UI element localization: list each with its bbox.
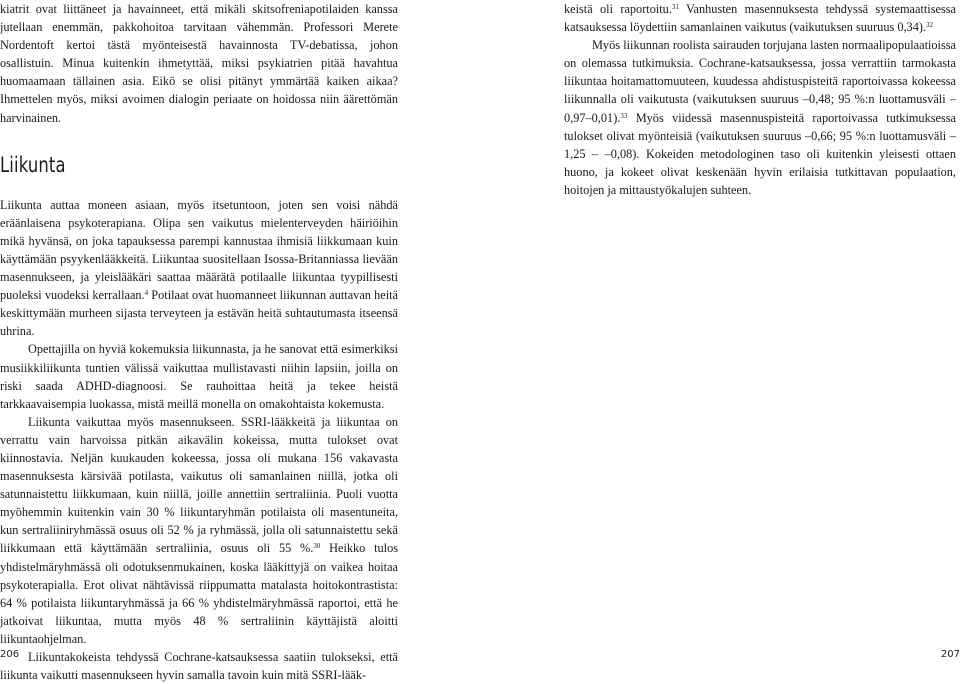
- footnote-ref: 33: [620, 111, 628, 120]
- footnote-ref: 30: [313, 542, 321, 551]
- body-paragraph-1: [0, 196, 398, 341]
- footnote-ref: 31: [671, 3, 679, 11]
- footnote-ref: 32: [926, 21, 934, 30]
- body-paragraph-3: [0, 413, 398, 648]
- section-heading: Liikunta: [0, 152, 66, 177]
- paragraph-text: Myös viidessä masennuspisteitä raportoivassa tutkimuksessa tulokset olivat myönteisiä (vaikutuksen suuruus –0,66; 95 %:n luottamusväli –1,25 – –0,08). Kokeiden metodologinen taso oli kuitenkin yleisesti ottaen huono, ja kokeet olivat keskenään hyvin erilaisia tutkittavan populaation, hoitojen ja mittaustyökalujen suhteen.: [564, 110, 956, 197]
- paragraph-text: Potilaat ovat huomanneet liikunnan auttavan heitä keskittymään murheen sijasta terveyteen ja estävän heitä suhtautumasta itseensä uhrina.: [0, 288, 398, 339]
- left-page-column: [0, 0, 398, 684]
- body-paragraph-2: [564, 36, 956, 199]
- page-number-right: 207: [940, 649, 960, 660]
- paragraph-text: Myös liikunnan roolista sairauden torjujana lasten normaalipopulaatioissa on olemassa tutkimuksia. Cochrane-katsauksessa, jossa verrattiin tarmokasta liikuntaa hoitamattomuuteen, kuudessa ahdistuspisteitä raportoivassa kokeessa liikunnalla oli vaikutusta (vaikutuksen suuruus –0,48; 95 %:n luottamusväli –0,97–0,01).: [564, 38, 956, 125]
- page-number-left: 206: [0, 649, 20, 660]
- paragraph-text: Liikunta vaikuttaa myös masennukseen. SSRI-lääkkeitä ja liikuntaa on verrattu vain harvoissa pitkän aikavälin kokeissa, mutta tulokset ovat kiinnostavia. Neljän kuukauden kokeessa, jossa oli mukana 156 vakavasta masennuksesta kärsivää potilasta, vaikutus oli samanlainen niillä, jotka oli satunnaistettu liikkumaan, kuin niillä, joille annettiin sertraliinia. Puoli vuotta myöhemmin kuitenkin vain 30 % liikuntaryhmän potilaista oli masentuneita, kun sertraliiniryhmässä osuus oli 52 % ja ryhmässä, jolla oli satunnaistettu sekä liikkumaan että käyttämään sertraliinia, osuus oli 55 %.: [0, 414, 398, 556]
- paragraph-text: Vanhusten masennuksesta tehdyssä systemaattisessa katsauksessa löydettiin samanlainen vaikutus (vaikutuksen suuruus 0,34).: [564, 2, 956, 35]
- body-paragraph-4: Liikuntakokeista tehdyssä Cochrane-katsauksessa saatiin tulokseksi, että liikunta vaikutti masennukseen hyvin samalla tavoin kuin mitä SSRI-lääk-: [0, 650, 398, 683]
- right-page-column: [564, 0, 956, 199]
- paragraph-text: keistä oli raportoitu.: [564, 2, 672, 16]
- paragraph-text: Heikko tulos yhdistelmäryhmässä oli odotuksenmukainen, koska lääkittyjä on vaikea hoitaa psykoterapialla. Erot olivat nähtävissä riippumatta matalasta hoitokontrastista: 64 % potilaista liikuntaryhmässä ja 66 % yhdistelmäryhmässä raportoi, että he jatkoivat liikuntaa, mutta myös 48 % sertraliinin käyttäjistä aloitti liikuntaohjelman.: [0, 541, 398, 646]
- footnote-ref: 4: [144, 289, 149, 298]
- body-paragraph-1: [564, 0, 956, 36]
- paragraph-text: Liikunta auttaa moneen asiaan, myös itsetuntoon, joten sen voisi nähdä eräänlaisena psykoterapiana. Olipa sen vaikutus mielenterveyden häiriöihin mikä hyvänsä, on joka tapauksessa parempi kannustaa ihmisiä liikkumaan kuin käyttämään psyykenlääkkeitä. Liikuntaa suositellaan Isossa-Britanniassa lievään masennukseen, ja yleislääkäri saattaa määrätä potilaalle liikuntaa tyypillisesti puoleksi vuodeksi kerrallaan.: [0, 197, 398, 303]
- intro-paragraph: kiatrit ovat liittäneet ja havainneet, että mikäli skitsofreniapotilaiden kanssa jutellaan enemmän, pakkohoitoa tarvitaan vähemmän. Professori Merete Nordentoft kertoi tästä myönteisestä havainnosta TV-debatissa, johon osallistuin. Minua kuitenkin ihmetyttää, miksi psykiatrien pitää havahtua huomaamaan tällainen asia. Eikö se olisi pitänyt ymmärtää kaiken aikaa? Ihmettelen myös, miksi avoimen dialogin periaate on hoidossa niin äärettömän harvinainen.: [0, 2, 398, 125]
- body-paragraph-2: Opettajilla on hyviä kokemuksia liikunnasta, ja he sanovat että esimerkiksi musiikkiliikunta tuntien välissä vaikuttaa mullistavasti niihin lapsiin, joilla on riski saada ADHD-diagnoosi. Se rauhoittaa heitä ja tekee heistä tarkkaavaisempia luokassa, mistä meillä monella on omakohtaista kokemusta.: [0, 342, 398, 411]
